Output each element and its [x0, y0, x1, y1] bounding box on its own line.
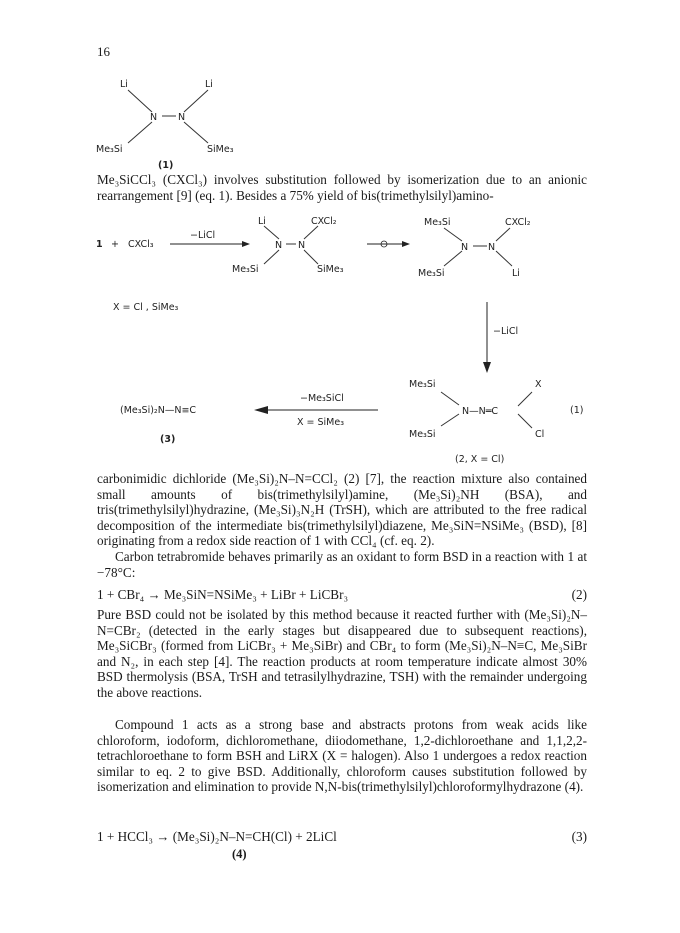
m2-n2: N — [488, 242, 496, 253]
paragraph-5: Compound 1 acts as a strong base and abstracts protons from weak acids like chloroform, iodoform, dichloromethane, diiodomethane, 1,2-dichloroethane and 1,1,2,2-tetrachloroethane to form BSH and LiRX (X = halogen). Also 1 undergoes a redox reaction similar to eq. 2 to give BSD. Additionally, chloroform causes substitution followed by isomerization and elimination to provide N,N-bis(trimethylsilyl)chloroformylhydrazone (4). — [97, 717, 587, 795]
m3-me3si-top: Me₃Si — [409, 379, 436, 390]
arrow-left-label-top: −Me₃SiCl — [300, 393, 344, 404]
equation-3 — [97, 829, 587, 845]
li-right: Li — [205, 79, 213, 90]
m3-x: X — [535, 379, 542, 390]
plus-sign: + — [111, 239, 119, 250]
page-number: 16 — [97, 44, 110, 59]
paragraph-3: Carbon tetrabromide behaves primarily as an oxidant to form BSD in a reaction with 1 at −78°C: — [97, 549, 587, 580]
equation-2 — [97, 587, 587, 603]
equation-3-label: (4) — [232, 847, 247, 861]
equation-1-number: (1) — [570, 405, 584, 416]
m3-label: (2, X = Cl) — [455, 454, 505, 465]
m2-me3si-top: Me₃Si — [424, 217, 451, 228]
paragraph-4: Pure BSD could not be isolated by this method because it reacted further with (Me₃Si)₂N–N=CBr₂ (detected in the early stages but disappeared due to subsequent reactions), Me₃SiCBr₃ (formed from LiCBr₃ + Me₃SiBr) and CBr₄ to form (Me₃Si)₂N–N≡C, Me₃SiBr and N₂, in each step [4]. The reaction products at room temperature indicate almost 30% BSD thermolysis (BSA, TrSH and tetrasilylhydrazine, TSH) with the remainder undergoing the above reactions. — [97, 607, 587, 700]
equation-2-number: (2) — [571, 587, 587, 602]
equation-3-number: (3) — [571, 829, 587, 844]
product-label: (3) — [160, 434, 176, 445]
m1-n1: N — [275, 240, 283, 251]
li-left: Li — [120, 79, 128, 90]
reactant-cxcl3: CXCl₃ — [128, 239, 154, 250]
m3-me3si-bottom: Me₃Si — [409, 429, 436, 440]
equation-3-text: 1 + HCCl₃ → (Me₃Si)₂N–N=CH(Cl) + 2LiCl — [97, 829, 337, 844]
paragraph-1: Me₃SiCCl₃ (CXCl₃) involves substitution followed by isomerization due to an anionic rearrangement [9] (eq. 1). Besides a 75% yield of bis(trimethylsilyl)amino- — [97, 172, 587, 203]
sime3-right: SiMe₃ — [207, 144, 234, 155]
struct1-label: (1) — [158, 160, 174, 171]
me3si-left: Me₃Si — [96, 144, 123, 155]
m2-n1: N — [461, 242, 469, 253]
n-left: N — [150, 112, 158, 123]
m3-chain: N—N═C — [462, 406, 499, 417]
m1-sime3: SiMe₃ — [317, 264, 344, 275]
arrow-down-label: −LiCl — [493, 326, 519, 337]
product-isocyanide: (Me₃Si)₂N—N≡C — [120, 405, 197, 416]
reactant-1: 1 — [96, 239, 103, 250]
m2-cxcl2: CXCl₂ — [505, 217, 531, 228]
m3-cl: Cl — [535, 429, 545, 440]
arrow1-label: −LiCl — [190, 230, 216, 241]
paragraph-2: carbonimidic dichloride (Me₃Si)₂N–N=CCl₂ (2) [7], the reaction mixture also contained small amounts of bis(trimethylsilyl)amine, (Me₃Si)₂NH (BSA), and tris(trimethylsilyl)hydrazine, (Me₃Si)₃N₂H (TrSH), which are attributed to the free radical decomposition of the intermediate bis(trimethylsilyl)diazene, Me₃SiN=NSiMe₃ (BSD), [8] originating from a redox side reaction of 1 with CCl₄ (cf. eq. 2). — [97, 471, 587, 549]
m1-me3si: Me₃Si — [232, 264, 259, 275]
m1-n2: N — [298, 240, 306, 251]
m2-me3si-bottom: Me₃Si — [418, 268, 445, 279]
n-right: N — [178, 112, 186, 123]
m2-li: Li — [512, 268, 520, 279]
x-definition: X = Cl , SiMe₃ — [113, 302, 179, 313]
arrow-left-label-bottom: X = SiMe₃ — [297, 417, 345, 428]
m1-li: Li — [258, 216, 266, 227]
equation-2-text: 1 + CBr₄ → Me₃SiN=NSiMe₃ + LiBr + LiCBr₃ — [97, 587, 349, 602]
m1-cxcl2: CXCl₂ — [311, 216, 337, 227]
